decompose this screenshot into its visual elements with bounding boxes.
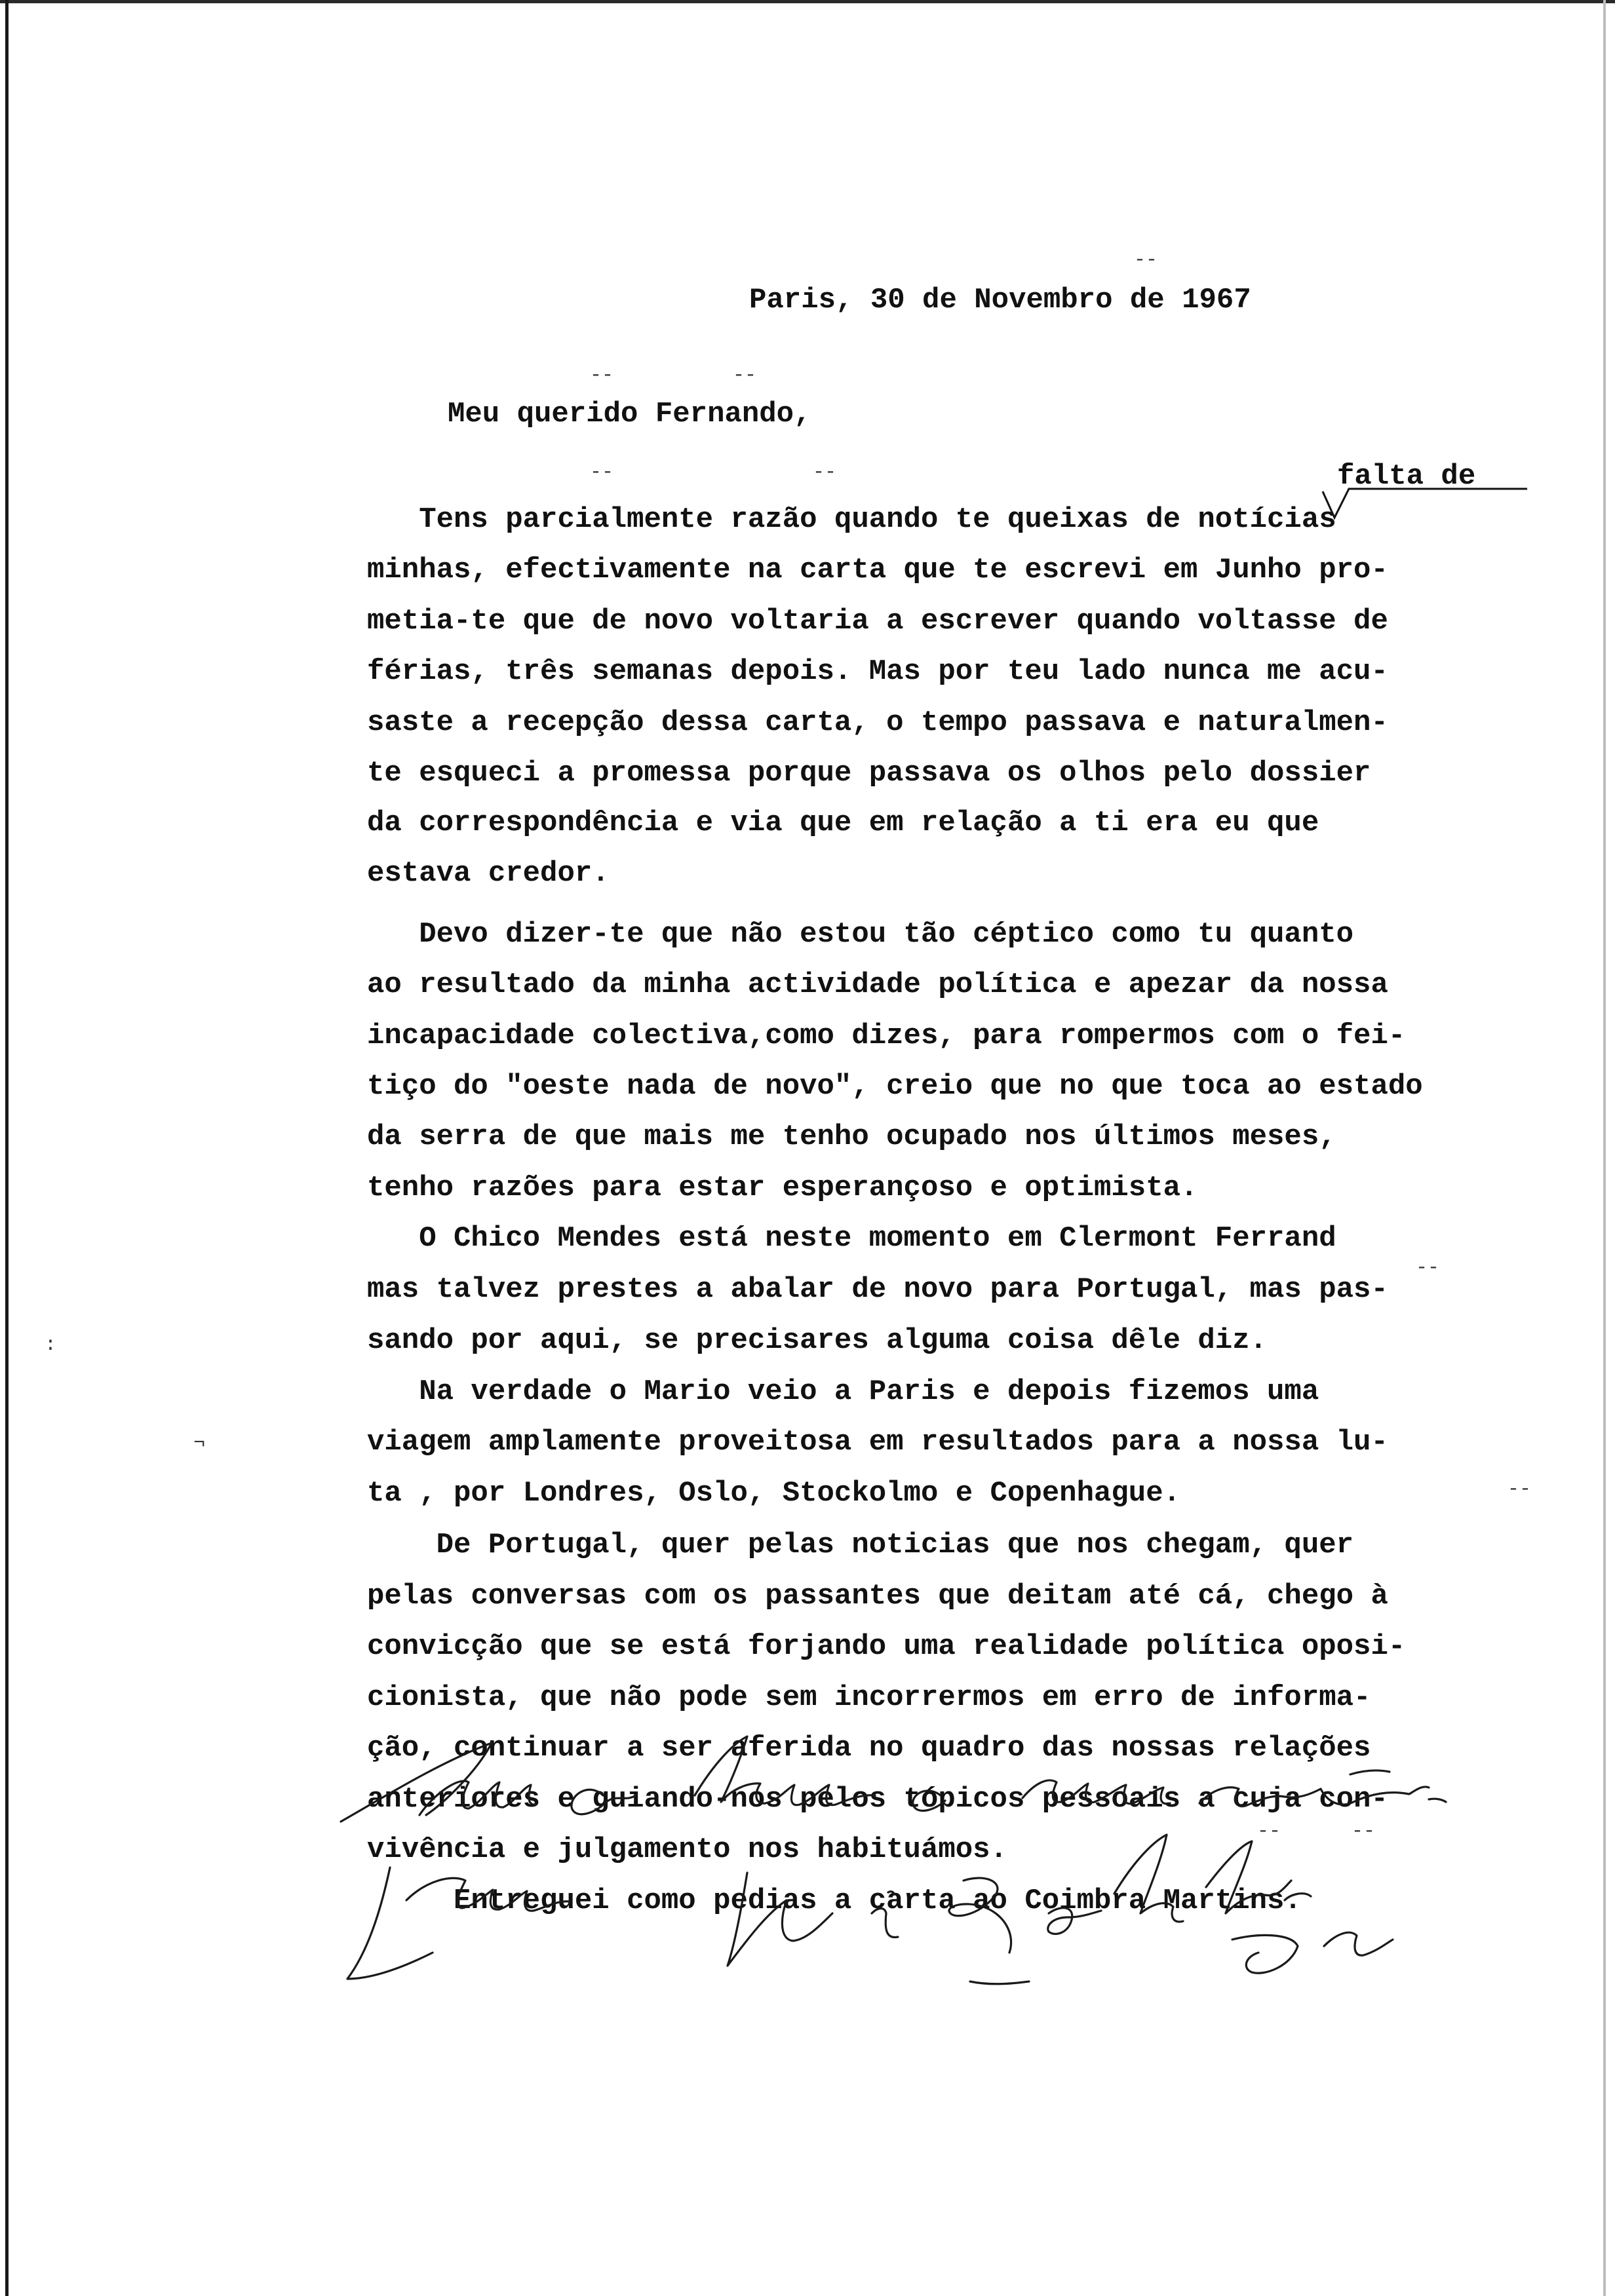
- letter-line: saste a recepção dessa carta, o tempo passava e naturalmen-: [367, 706, 1388, 739]
- stray-mark: --: [1257, 1820, 1281, 1843]
- letter-line: da serra de que mais me tenho ocupado nos últimos meses,: [367, 1120, 1336, 1153]
- letter-line: anteriores e guiando-nos pelos tópicos pessoais a cuja con-: [367, 1783, 1388, 1816]
- insertion-caret-icon: [1317, 485, 1534, 524]
- letter-line: te esqueci a promessa porque passava os olhos pelo dossier: [367, 757, 1371, 790]
- letter-line: Devo dizer-te que não estou tão céptico como tu quanto: [367, 918, 1354, 951]
- letter-line: estava credor.: [367, 857, 610, 890]
- letter-line: mas talvez prestes a abalar de novo para Portugal, mas pas-: [367, 1273, 1388, 1306]
- stray-mark: ¬: [193, 1432, 206, 1455]
- letter-dateline: Paris, 30 de Novembro de 1967: [749, 284, 1251, 316]
- letter-line: férias, três semanas depois. Mas por teu lado nunca me acu-: [367, 655, 1388, 688]
- letter-line: sando por aqui, se precisares alguma coisa dêle diz.: [367, 1324, 1268, 1357]
- letter-line: viagem amplamente proveitosa em resultados para a nossa lu-: [367, 1426, 1388, 1459]
- stray-mark: --: [1352, 1820, 1376, 1843]
- letter-line: pelas conversas com os passantes que deitam até cá, chego à: [367, 1580, 1388, 1613]
- letter-line: da correspondência e via que em relação a ti era eu que: [367, 807, 1319, 839]
- letter-line: ta , por Londres, Oslo, Stockolmo e Copenhague.: [367, 1477, 1181, 1510]
- letter-line: vivência e julgamento nos habituámos.: [367, 1833, 1007, 1866]
- letter-line: De Portugal, quer pelas noticias que nos chegam, quer: [367, 1529, 1354, 1561]
- letter-line: ção, continuar a ser aferida no quadro das nossas relações: [367, 1732, 1371, 1765]
- stray-mark: --: [1416, 1257, 1440, 1279]
- handwritten-signature-icon: [328, 1717, 1573, 2005]
- letter-line: Na verdade o Mario veio a Paris e depois fizemos uma: [367, 1375, 1319, 1408]
- letter-line: incapacidade colectiva,como dizes, para rompermos com o fei-: [367, 1020, 1406, 1052]
- letter-line: minhas, efectivamente na carta que te escrevi em Junho pro-: [367, 554, 1388, 586]
- stray-mark: --: [1134, 249, 1158, 271]
- letter-line: ao resultado da minha actividade política e apezar da nossa: [367, 968, 1388, 1001]
- letter-salutation: Meu querido Fernando,: [448, 398, 811, 430]
- stray-mark: --: [813, 461, 837, 484]
- letter-line: O Chico Mendes está neste momento em Clermont Ferrand: [367, 1222, 1336, 1255]
- stray-mark: :: [45, 1334, 57, 1356]
- stray-mark: --: [1508, 1478, 1532, 1501]
- letter-line: Entreguei como pedias a carta ao Coimbra Martins.: [367, 1885, 1302, 1917]
- letter-line: Tens parcialmente razão quando te queixas de notícias: [367, 503, 1336, 536]
- stray-mark: --: [733, 364, 757, 387]
- handwritten-insert-note: falta de: [1337, 460, 1476, 493]
- scan-edge-right: [1603, 0, 1606, 2296]
- letter-line: tenho razões para estar esperançoso e optimista.: [367, 1172, 1198, 1204]
- letter-line: metia-te que de novo voltaria a escrever quando voltasse de: [367, 605, 1388, 638]
- scan-edge-top: [0, 0, 1615, 3]
- letter-line: tiço do "oeste nada de novo", creio que no que toca ao estado: [367, 1070, 1423, 1103]
- letter-line: convicção que se está forjando uma realidade política oposi-: [367, 1630, 1406, 1663]
- letter-line: cionista, que não pode sem incorrermos em erro de informa-: [367, 1681, 1371, 1714]
- scan-edge-left: [5, 0, 9, 2296]
- stray-mark: --: [590, 461, 614, 484]
- stray-mark: --: [590, 364, 614, 387]
